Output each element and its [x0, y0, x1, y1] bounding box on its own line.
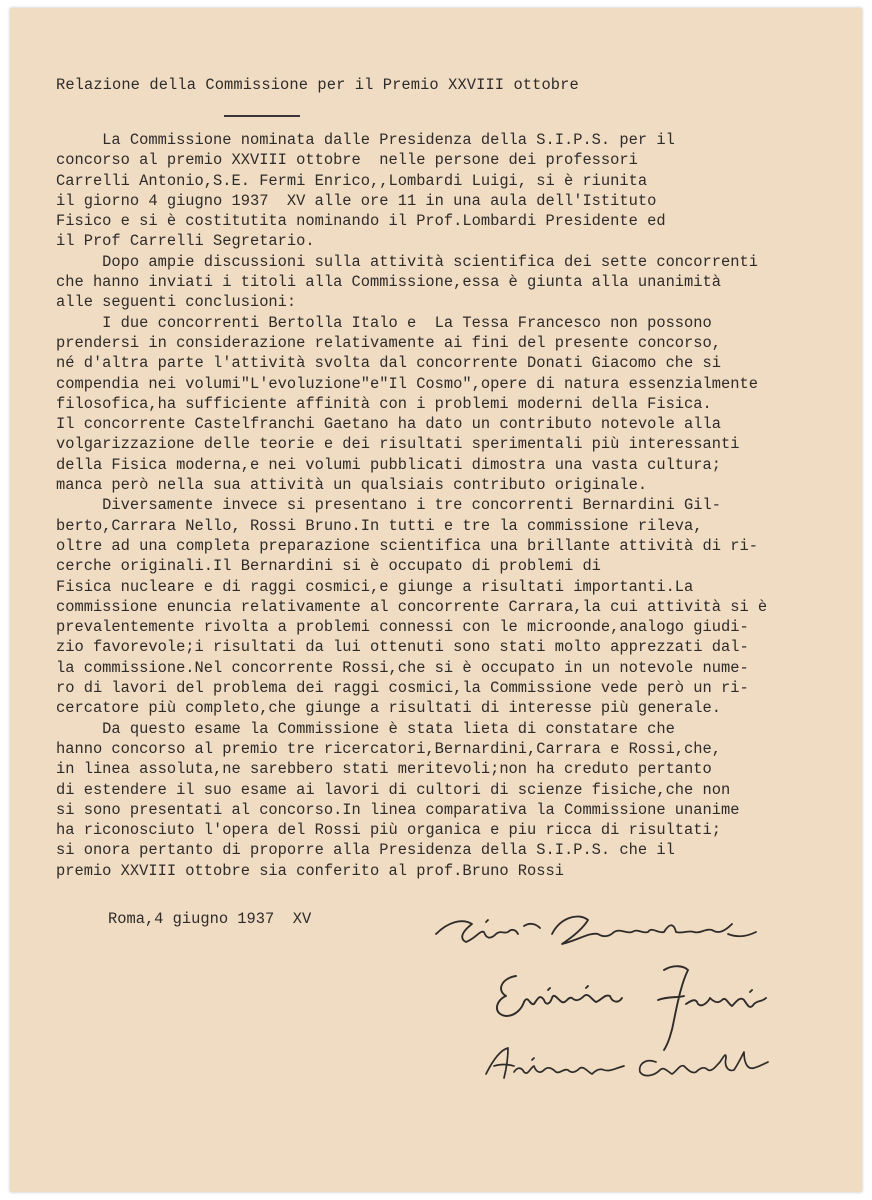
text-line: Da questo esame la Commissione è stata lieta di constatare che: [56, 719, 675, 738]
text-line: filosofica,ha sufficiente affinità con i problemi moderni della Fisica.: [56, 394, 712, 413]
text-line: ha riconosciuto l'opera del Rossi più organica e piu ricca di risultati;: [56, 821, 721, 840]
text-line: il Prof Carrelli Segretario.: [56, 232, 315, 251]
text-line: prendersi in considerazione relativamente ai fini del presente concorso,: [56, 333, 721, 352]
signature-carrelli: [478, 1038, 778, 1094]
text-line: in linea assoluta,ne sarebbero stati meritevoli;non ha creduto pertanto: [56, 760, 712, 779]
text-line: berto,Carrara Nello, Rossi Bruno.In tutti e tre la commissione rileva,: [56, 516, 703, 535]
heading-underline: [224, 115, 300, 117]
text-line: premio XXVIII ottobre sia conferito al prof.Bruno Rossi: [56, 861, 564, 880]
text-line: Carrelli Antonio,S.E. Fermi Enrico,,Lombardi Luigi, si è riunita: [56, 171, 648, 190]
text-line: Il concorrente Castelfranchi Gaetano ha dato un contributo notevole alla: [56, 415, 721, 434]
text-line: La Commissione nominata dalle Presidenza della S.I.P.S. per il: [56, 131, 675, 149]
text-line: né d'altra parte l'attività svolta dal concorrente Donati Giacomo che si: [56, 354, 721, 373]
text-line: Diversamente invece si presentano i tre concorrenti Bernardini Gil-: [56, 496, 721, 515]
text-line: cerche originali.Il Bernardini si è occupato di problemi di: [56, 557, 601, 576]
text-line: zio favorevole;i risultati da lui ottenuti sono stati molto apprezzati dal-: [56, 638, 749, 657]
text-line: cercatore più completo,che giunge a risultati di interesse più generale.: [56, 699, 721, 718]
text-line: concorso al premio XXVIII ottobre nelle persone dei professori: [56, 151, 638, 170]
text-line: alle seguenti conclusioni:: [56, 293, 297, 312]
text-line: Dopo ampie discussioni sulla attività scientifica dei sette concorrenti: [56, 252, 758, 271]
text-line: hanno concorso al premio tre ricercatori,Bernardini,Carrara e Rossi,che,: [56, 739, 721, 758]
text-line: manca però nella sua attività un qualsiais contributo originale.: [56, 476, 648, 495]
text-line: il giorno 4 giugno 1937 XV alle ore 11 in una aula dell'Istituto: [56, 191, 657, 210]
text-line: Fisico e si è costitutita nominando il Prof.Lombardi Presidente ed: [56, 212, 666, 231]
document-heading: Relazione della Commissione per il Premio XXVIII ottobre: [56, 76, 579, 94]
text-line: della Fisica moderna,e nei volumi pubblicati dimostra una vasta cultura;: [56, 455, 721, 474]
text-line: I due concorrenti Bertolla Italo e La Tessa Francesco non possono: [56, 313, 712, 332]
text-line: commissione enuncia relativamente al concorrente Carrara,la cui attività si è: [56, 597, 768, 616]
text-line: si sono presentati al concorso.In linea comparativa la Commissione unanime: [56, 800, 740, 819]
typed-document-page: [10, 8, 862, 1192]
signature-lombardi: [428, 904, 768, 964]
document-body: [56, 130, 866, 881]
text-line: ro di lavori del problema dei raggi cosmici,la Commissione vede però un ri-: [56, 679, 749, 698]
text-line: di estendere il suo esame ai lavori di cultori di scienze fisiche,che non: [56, 780, 731, 799]
text-line: compendia nei volumi"L'evoluzione"e"Il Cosmo",opere di natura essenzialmente: [56, 374, 758, 393]
date-line: Roma,4 giugno 1937 XV: [108, 910, 312, 928]
text-line: prevalentemente rivolta a problemi connessi con le microonde,analogo giudi-: [56, 618, 749, 637]
text-line: volgarizzazione delle teorie e dei risultati sperimentali più interessanti: [56, 435, 740, 454]
text-line: la commissione.Nel concorrente Rossi,che si è occupato in un notevole nume-: [56, 658, 749, 677]
text-line: Fisica nucleare e di raggi cosmici,e giunge a risultati importanti.La: [56, 577, 694, 596]
text-line: che hanno inviati i titoli alla Commissione,essa è giunta alla unanimità: [56, 273, 721, 292]
text-line: si onora pertanto di proporre alla Presidenza della S.I.P.S. che il: [56, 841, 675, 860]
text-line: oltre ad una completa preparazione scientifica una brillante attività di ri-: [56, 536, 758, 555]
